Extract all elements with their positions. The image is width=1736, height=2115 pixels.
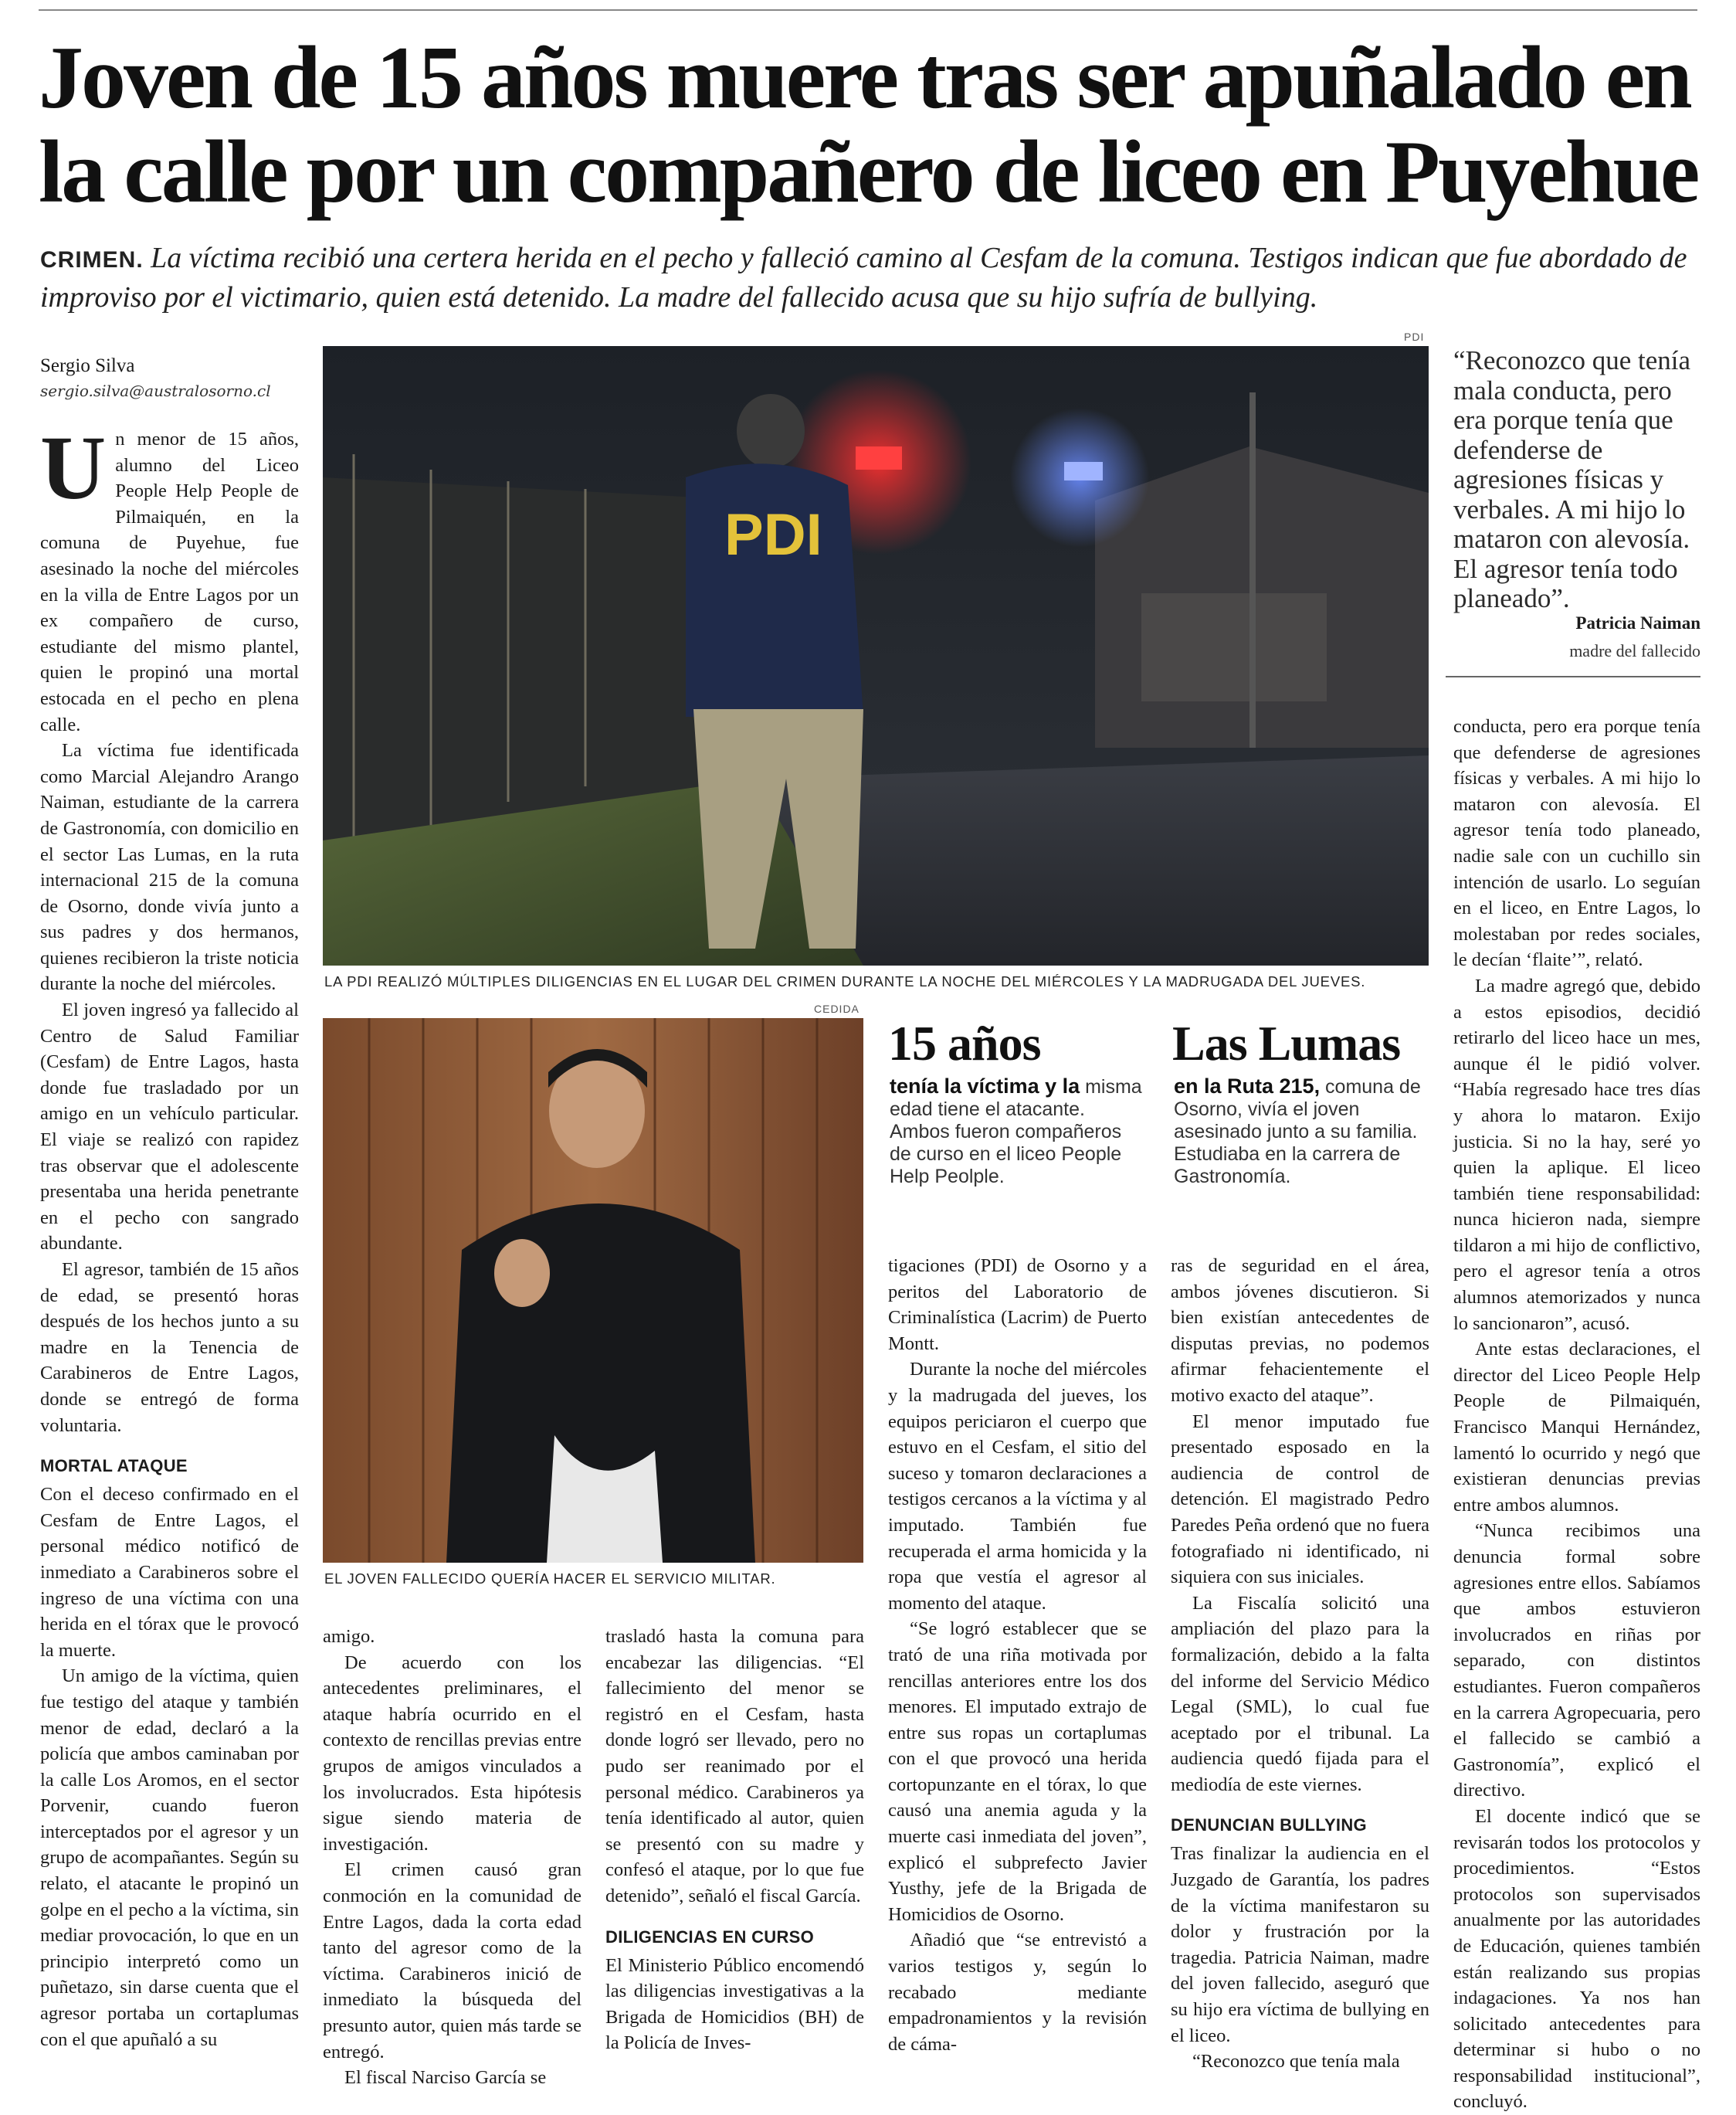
col6-paragraph-3: Ante estas declaraciones, el director del Liceo People Help People de Pilmaiquén, Francisco Manqui Hernández, lamentó lo ocurrido y negó que existieran denuncias previas entre ambos alumnos. xyxy=(1453,1339,1700,1516)
col1-paragraph-4: El agresor, también de 15 años de edad, se presentó horas después de los hechos junto a su madre en la Tenencia de Carabineros de Entre Lagos, donde se entregó de forma voluntaria. xyxy=(40,1259,299,1436)
col1-paragraph-5: Con el deceso confirmado en el Cesfam de Entre Lagos, el personal médico notificó de inmediato a Carabineros sobre el ingreso de una víctima con una herida en el tórax que le provocó la muerte. xyxy=(40,1484,299,1661)
col1-paragraph-1: n menor de 15 años, alumno del Liceo People Help People de Pilmaiquén, en la comuna de Puyehue, fue asesinado la noche del miércoles en la villa de Entre Lagos por un ex compañero de curso, estudiante del mismo plantel, quien le propinó una mortal estocada en el pecho en plena calle. xyxy=(40,429,299,735)
photo-crime-scene xyxy=(323,346,1429,966)
victim-portrait-image xyxy=(323,1018,863,1563)
fact-15-anos-text xyxy=(890,1075,1144,1188)
byline-email: sergio.silva@australosorno.cl xyxy=(40,382,271,400)
col2-paragraph-1: amigo. xyxy=(323,1626,375,1647)
deck-text: La víctima recibió una certera herida en el pecho y falleció camino al Cesfam de la comuna. Testigos indican que fue abordado de improviso por el victimario, quien está detenido. La madre del fallecido acusa que su hijo sufría de bullying. xyxy=(40,242,1687,314)
col1-paragraph-3: El joven ingresó ya fallecido al Centro de Salud Familiar (Cesfam) de Entre Lagos, hasta donde fue trasladado por un amigo en un vehículo particular. El viaje se realizó con rapidez tras observar que el adolescente presentaba una herida penetrante en el pecho con sangrado abundante. xyxy=(40,1000,299,1254)
deck xyxy=(40,239,1700,316)
col3-paragraph-2: El Ministerio Público encomendó las diligencias investigativas a la Brigada de Homicidios (BH) de la Policía de Inves- xyxy=(605,1954,864,2054)
pull-quote: “Reconozco que tenía mala conducta, pero era porque tenía que defenderse de agresiones físicas y verbales. A mi hijo lo mataron con alevosía. El agresor tenía todo planeado”. xyxy=(1453,345,1691,613)
pull-quote-rule xyxy=(1446,676,1700,677)
col6-paragraph-1: conducta, pero era porque tenía que defenderse de agresiones físicas y verbales. A mi hijo lo mataron con alevosía. El agresor tenía todo planeado, nadie sale con un cuchillo sin intención de usarlo. Lo seguían en el liceo, en Entre Lagos, lo molestaban por redes sociales, le decían ‘flaite’”, relató. xyxy=(1453,716,1700,971)
col1-paragraph-2: La víctima fue identificada como Marcial Alejandro Arango Naiman, estudiante de la carrera de Gastronomía, con domicilio en el sector Las Lumas, en la ruta internacional 215 de la comuna de Osorno, donde vivía junto a sus padres y dos hermanos, quienes recibieron la triste noticia durante la noche del miércoles. xyxy=(40,740,299,995)
photo2-caption: EL JOVEN FALLECIDO QUERÍA HACER EL SERVICIO MILITAR. xyxy=(324,1570,776,1587)
subheading-mortal-ataque: MORTAL ATAQUE xyxy=(40,1456,188,1476)
fact-las-lumas-bold: en la Ruta 215, xyxy=(1174,1074,1321,1098)
top-rule xyxy=(39,9,1697,11)
article-column-5 xyxy=(1171,1253,1429,2075)
col4-paragraph-1: tigaciones (PDI) de Osorno y a peritos del Laboratorio de Criminalística (Lacrim) de Puerto Montt. xyxy=(888,1255,1147,1354)
fact-15-anos-body: misma edad tiene el atacante. Ambos fueron compañeros de curso en el liceo People Help Peolple. xyxy=(890,1076,1142,1187)
col5-paragraph-4: Tras finalizar la audiencia en el Juzgado de Garantía, los padres de la víctima manifestaron su dolor y frustración por la tragedia. Patricia Naiman, madre del joven fallecido, aseguró que su hijo era víctima de bullying en el liceo. xyxy=(1171,1843,1429,2046)
col5-paragraph-3: La Fiscalía solicitó una ampliación del plazo para la formalización, debido a la falta del informe del Servicio Médico Legal (SML), lo cual fue aceptado por el tribunal. La audiencia quedó fijada para el mediodía de este viernes. xyxy=(1171,1592,1429,1795)
pull-quote-name: Patricia Naiman xyxy=(1575,613,1700,633)
article-column-3 xyxy=(605,1624,864,2056)
photo1-credit: PDI xyxy=(1404,331,1425,343)
col4-paragraph-2: Durante la noche del miércoles y la madrugada del jueves, los equipos periciaron el cuerpo que estuvo en el Cesfam, el sitio del suceso y tomaron declaraciones a testigos cercanos a la víctima y al imputado. También fue recuperada el arma homicida y la ropa que vestía el agresor al momento del ataque. xyxy=(888,1359,1147,1614)
fact-15-anos: 15 años xyxy=(888,1016,1041,1071)
fact-las-lumas-text xyxy=(1174,1075,1429,1188)
col6-paragraph-4: “Nunca recibimos una denuncia formal sobre agresiones entre ellos. Sabíamos que ambos estuvieron involucrados en riñas por separado, con distintos estudiantes. Fueron compañeros en la carrera Agropecuaria, pero el fallecido se cambió a Gastronomía”, explicó el directivo. xyxy=(1453,1520,1700,1801)
col5-paragraph-2: El menor imputado fue presentado esposado en la audiencia de control de detención. El magistrado Pedro Paredes Peña ordenó que no fuera fotografiado ni identificado, ni siquiera con sus iniciales. xyxy=(1171,1411,1429,1588)
photo2-credit: CEDIDA xyxy=(814,1003,860,1015)
col5-paragraph-1: ras de seguridad en el área, ambos jóvenes discutieron. Si bien existían antecedentes de disputas previas, no podemos afirmar fehacientemente el motivo exacto del ataque”. xyxy=(1171,1255,1429,1406)
col6-paragraph-5: El docente indicó que se revisarán todos los protocolos y procedimientos. “Estos protocolos son supervisados anualmente por las autoridades de Educación, quienes también están realizando sus propias indagaciones. Ya nos han solicitado antecedentes para determinar si hubo o no responsabilidad institucional”, concluyó. xyxy=(1453,1805,1700,2113)
photo-victim xyxy=(323,1018,863,1563)
article-column-6 xyxy=(1453,714,1700,2115)
subheading-diligencias: DILIGENCIAS EN CURSO xyxy=(605,1927,815,1947)
headline: Joven de 15 años muere tras ser apuñalado en la calle por un compañero de liceo en Puyehue xyxy=(39,29,1698,222)
col3-paragraph-1: trasladó hasta la comuna para encabezar las diligencias. “El fallecimiento del menor se registró en el Cesfam, hasta donde logró ser llevado, pero no pudo ser reanimado por el personal médico. Carabineros ya tenía identificado al autor, quien se presentó con su madre y confesó el ataque, por lo que fue detenido”, señaló el fiscal García. xyxy=(605,1626,864,1906)
article-column-4 xyxy=(888,1253,1147,2057)
col4-paragraph-4: Añadió que “se entrevistó a varios testigos y, según lo recabado mediante empadronamientos y la revisión de cáma- xyxy=(888,1930,1147,2055)
photo1-caption: LA PDI REALIZÓ MÚLTIPLES DILIGENCIAS EN EL LUGAR DEL CRIMEN DURANTE LA NOCHE DEL MIÉRCOLES Y LA MADRUGADA DEL JUEVES. xyxy=(324,973,1366,990)
dropcap: U xyxy=(40,417,107,518)
col2-paragraph-2: De acuerdo con los antecedentes preliminares, el ataque habría ocurrido en el contexto de rencillas previas entre grupos de amigos vinculados a los involucrados. Esta hipótesis sigue siendo materia de investigación. xyxy=(323,1652,581,1855)
col2-paragraph-4: El fiscal Narciso García se xyxy=(344,2067,547,2089)
col4-paragraph-3: “Se logró establecer que se trató de una riña motivada por rencillas anteriores entre los dos menores. El imputado extrajo de entre sus ropas un cortaplumas con el que provocó una herida cortopunzante en el tórax, lo que causó una anemia aguda y la muerte casi inmediata del joven”, explicó el subprefecto Javier Yusthy, jefe de la Brigada de Homicidios de Osorno. xyxy=(888,1618,1147,1925)
col5-paragraph-5: “Reconozco que tenía mala xyxy=(1192,2051,1400,2073)
col1-paragraph-6: Un amigo de la víctima, quien fue testigo del ataque y también menor de edad, declaró a la policía que ambos caminaban por la calle Los Aromos, en el sector Porvenir, cuando fueron interceptados por el agresor y un grupo de acompañantes. Según su relato, el atacante le propinó un golpe en el pecho a la víctima, sin mediar provocación, lo que en un principio interpretó como un puñetazo, sin darse cuenta que el agresor portaba un cortaplumas con el que apuñaló a su xyxy=(40,1665,299,2050)
fact-15-anos-bold: tenía la víctima y la xyxy=(890,1074,1080,1098)
vest-label: PDI xyxy=(724,502,822,568)
deck-kicker: CRIMEN. xyxy=(40,247,144,273)
fact-las-lumas-body: comuna de Osorno, vivía el joven asesinado junto a su familia. Estudiaba en la carrera de Gastronomía. xyxy=(1174,1076,1421,1187)
article-column-2 xyxy=(323,1624,581,2091)
article-column-1 xyxy=(40,417,299,2052)
subheading-denuncian-bullying: DENUNCIAN BULLYING xyxy=(1171,1815,1367,1835)
byline-author: Sergio Silva xyxy=(40,355,135,376)
fact-las-lumas: Las Lumas xyxy=(1172,1016,1401,1071)
byline xyxy=(40,354,303,403)
crime-scene-image xyxy=(323,346,1429,966)
col6-paragraph-2: La madre agregó que, debido a estos episodios, decidió retirarlo del liceo hace un mes, aunque él le pidió volver. “Había regresado hace tres días y ahora lo mataron. Exijo justicia. Si no la hay, seré yo quien la aplique. El liceo también tiene responsabilidad: nunca hicieron nada, siempre tildaron a mi hijo de conflictivo, pero el agresor tenía a otros alumnos atemorizados y nunca lo sancionaron”, acusó. xyxy=(1453,975,1700,1334)
pull-quote-role: madre del fallecido xyxy=(1569,641,1700,660)
col2-paragraph-3: El crimen causó gran conmoción en la comunidad de Entre Lagos, dada la corta edad tanto del agresor como de la víctima. Carabineros inició de inmediato la búsqueda del presunto autor, quien más tarde se entregó. xyxy=(323,1859,581,2062)
